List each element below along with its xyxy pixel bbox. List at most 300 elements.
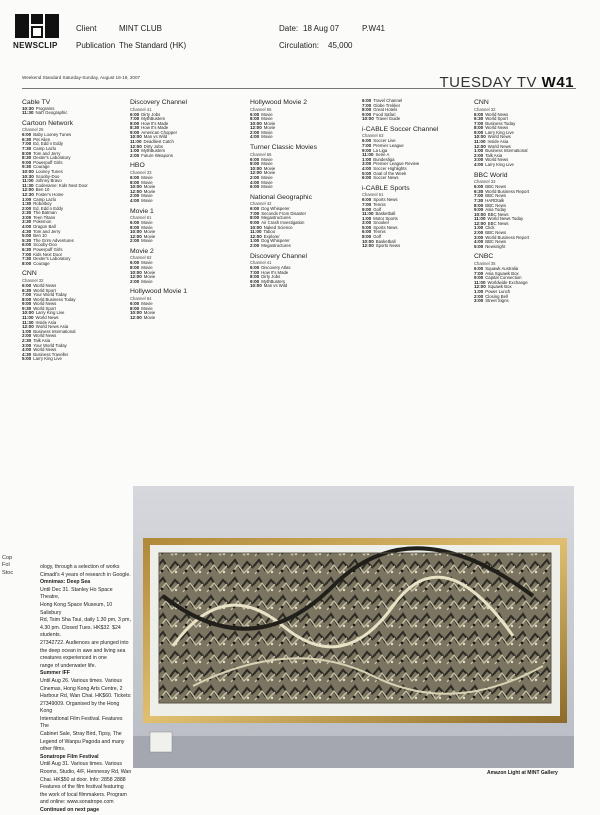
listing-time: 8:00	[250, 274, 260, 280]
listing-time: 12:00	[130, 233, 142, 239]
listing-time: 8:00	[130, 120, 140, 126]
article-line: Legend of Wanpu Pagoda and many	[40, 738, 125, 745]
listing-program: Movie	[141, 193, 153, 199]
listing-time: 6:00	[130, 174, 140, 180]
listing-time: 2:30	[22, 338, 32, 344]
listing-program: Powerpuff Girls	[33, 247, 63, 253]
listing-program: Ben 10	[33, 233, 47, 239]
listing-program: Basketball	[375, 211, 396, 217]
channel-number: Channel 25	[22, 127, 44, 133]
listing-row	[474, 299, 580, 304]
listing-program: Premier League Review	[373, 161, 420, 167]
listing-program: Deadliest Catch	[143, 139, 174, 145]
listing-program: Kids Next Door	[33, 251, 63, 257]
listing-program: Movie	[263, 120, 276, 126]
channel-name: i-CABLE Sports	[362, 184, 410, 192]
listing-row	[250, 135, 356, 140]
channel-number: Channel 32	[22, 277, 44, 283]
article-line: Until Dec 31. Stanley Ho Space Theatre,	[40, 586, 113, 601]
listing-program: BBC News	[485, 184, 506, 190]
listing-program: Soccer Highlights	[373, 166, 407, 172]
channel-block	[474, 253, 580, 303]
listing-program: Movie	[143, 184, 156, 190]
article-line: Cabinet Sale, Stray Bird, Tipsy, The	[40, 731, 122, 738]
listing-program: Inside Asia	[35, 319, 57, 325]
listing-row	[22, 262, 128, 267]
channel-name: Movie 2	[130, 247, 154, 255]
channel-block	[130, 208, 236, 244]
listing-time: 10:00	[250, 120, 262, 126]
cut-fragment: Cop	[2, 555, 13, 561]
article-line: range of underwater life.	[40, 662, 96, 669]
channel-block	[250, 253, 356, 289]
listing-program: Explorer	[263, 233, 280, 239]
channel-name: National Geographic	[250, 193, 312, 201]
channel-number: Channel 33	[474, 179, 496, 185]
listing-program: Discovery Atlas	[261, 265, 291, 271]
channel-number: Channel 62	[130, 255, 152, 261]
listing-program: World News	[35, 315, 59, 321]
listing-program: Camp Lazlo	[33, 145, 57, 151]
listing-time: 8:30	[130, 125, 140, 131]
listing-program: Dexter's Laboratory	[33, 256, 71, 262]
date-value: 18 Aug 07	[303, 24, 340, 33]
listing-time: 6:00	[130, 220, 140, 225]
article-line: 27349009. Organised by the Hong Kong	[40, 700, 120, 715]
listing-row	[130, 316, 236, 321]
listing-time: 6:00	[362, 229, 372, 235]
listing-time: 7:00	[474, 120, 484, 126]
listing-time: 6:00	[22, 242, 32, 248]
listing-time: 9:30	[22, 305, 32, 311]
listing-program: MythBusters	[141, 148, 166, 154]
listing-program: Newsnight	[485, 243, 506, 249]
listing-time: 4:00	[22, 224, 32, 230]
listing-time: 10:00	[250, 224, 262, 230]
listing-program: Movie	[261, 179, 273, 185]
listing-time: 10:00	[22, 310, 34, 316]
listing-program: Movie	[141, 278, 153, 284]
listing-program: Sports News	[373, 197, 398, 203]
listing-time: 8:00	[250, 116, 260, 122]
listing-program: Movie	[261, 111, 273, 117]
channel-block	[250, 144, 356, 190]
listing-program: Courage	[33, 164, 50, 170]
listing-time: 12:00	[22, 187, 34, 193]
listing-program: Ed, Edd n Eddy	[33, 141, 64, 147]
listing-time: 7:00	[362, 143, 372, 149]
listing-time: 11:30	[22, 319, 34, 325]
listing-time: 2:00	[22, 205, 32, 211]
listing-program: Movie	[141, 300, 153, 306]
cut-off-text	[2, 555, 13, 577]
channel-number: Channel 42	[250, 201, 272, 207]
listing-time: 5:30	[22, 237, 32, 243]
listing-time: 2:00	[130, 278, 140, 284]
listing-program: Soccer Live	[373, 138, 396, 144]
listing-time: 2:00	[250, 174, 260, 180]
listing-program: Movie	[263, 125, 276, 131]
listing-program: How It's Made	[141, 120, 169, 126]
listing-program: Travel Guide	[375, 116, 401, 122]
listing-time: 8:00	[130, 224, 140, 230]
listing-program: Tennis	[373, 229, 386, 235]
listing-time: 6:30	[22, 136, 32, 142]
listing-time: 9:00	[474, 129, 484, 135]
cut-fragment: Fol	[2, 562, 10, 569]
listing-row	[362, 176, 468, 181]
channel-block	[130, 99, 236, 158]
listing-time: 6:00	[362, 197, 372, 203]
listing-time: 9:00	[362, 206, 372, 212]
listing-time: 1:00	[22, 328, 32, 334]
listing-time: 8:00	[250, 161, 260, 167]
listing-program: Ed, Edd n Eddy	[33, 205, 64, 211]
listing-time: 7:00	[250, 210, 260, 216]
gallery-photo	[133, 486, 574, 768]
listing-program: Closing Bell	[485, 293, 508, 299]
listing-program: Courage	[33, 260, 50, 266]
listing-program: Food Safari	[373, 111, 396, 117]
channel-block	[22, 270, 128, 362]
listing-time: 8:00	[22, 260, 32, 266]
listing-program: Megastructures	[261, 215, 291, 221]
listing-time: 9:00	[22, 301, 32, 307]
listing-time: 7:00	[362, 201, 372, 207]
listing-program: BBC News	[487, 220, 509, 226]
listing-time: 9:00	[22, 159, 32, 165]
listing-time: 11:30	[22, 182, 34, 188]
listing-program: Click	[485, 225, 495, 231]
listing-time: 12:00	[130, 274, 142, 280]
listing-time: 10:00	[474, 134, 486, 140]
listing-time: 10:00	[362, 116, 374, 122]
listing-program: Talk Asia	[485, 152, 503, 158]
listing-time: 2:00	[474, 230, 484, 236]
listing-program: Movie	[143, 188, 156, 194]
listing-time: 5:00	[362, 224, 372, 230]
listing-program: Inside Asia	[487, 139, 509, 145]
listing-time: 4:00	[22, 347, 32, 353]
listing-program: World News Today	[487, 216, 524, 222]
listing-program: How It's Made	[261, 269, 289, 275]
listing-row	[22, 357, 128, 362]
listing-time: 6:00	[362, 138, 372, 144]
publication-label: Publication	[76, 41, 116, 50]
listing-program: Taboo	[263, 229, 276, 235]
listing-program: Larry King Live	[485, 162, 514, 168]
listing-program: Snooker	[373, 220, 390, 226]
listing-time: 3:00	[474, 234, 484, 240]
page-code: W41	[541, 74, 574, 91]
article-line: Harbour Rd, Wan Chai. HK$60. Tickets:	[40, 693, 132, 700]
channel-name: BBC World	[474, 171, 508, 179]
listing-program: Naked Science	[263, 224, 293, 230]
listing-time: 2:00	[250, 129, 260, 135]
channel-block	[130, 288, 236, 320]
article-line: Rooms, Studio, 4/F, Hennessy Rd, Wan	[40, 769, 132, 776]
listing-program: Dexter's Laboratory	[33, 155, 71, 161]
listing-row	[362, 117, 468, 122]
channel-name: HBO	[130, 162, 145, 170]
listing-program: World News	[485, 111, 509, 117]
listing-program: Nat'l Geographic	[35, 110, 68, 116]
listing-program: Movie	[141, 174, 153, 180]
listing-program: Camp Lazlo	[33, 196, 57, 202]
listing-program: Megastructures	[261, 242, 291, 248]
newsclip-logo-icon	[15, 14, 59, 38]
listing-row	[250, 185, 356, 190]
listing-program: Movie	[143, 310, 156, 316]
listing-program: Dirty Jobs	[261, 274, 281, 280]
page-number: P.W41	[362, 24, 385, 33]
newsclip-logo	[13, 14, 65, 50]
listing-time: 6:00	[250, 156, 260, 162]
article-line: the deep ocean in awe and living sea	[40, 647, 126, 654]
article-line: creatures experienced in one	[40, 655, 107, 662]
channel-block	[362, 99, 468, 122]
listing-program: Squawk Box	[487, 284, 512, 290]
listing-row	[250, 244, 356, 249]
listing-time: 8:30	[22, 155, 32, 161]
listing-time: 12:00	[130, 143, 142, 149]
listing-time: 8:00	[474, 202, 484, 208]
listing-time: 11:00	[474, 139, 486, 145]
listing-program: Air Crash Investigation	[261, 220, 305, 225]
listing-time: 8:00	[22, 296, 32, 302]
listing-time: 1:00	[474, 148, 484, 154]
channel-number: Channel 64	[130, 295, 152, 301]
listing-column	[362, 95, 468, 515]
listing-time: 6:00	[362, 98, 372, 103]
listing-time: 6:00	[130, 300, 140, 306]
listing-time: 6:00	[22, 132, 32, 138]
listing-time: 6:00	[130, 260, 140, 266]
listing-row	[130, 239, 236, 244]
listing-program: World Business Today	[33, 296, 76, 302]
listing-row	[130, 280, 236, 285]
listing-time: 7:30	[22, 145, 32, 151]
listing-time: 3:00	[474, 157, 484, 163]
listing-row	[474, 245, 580, 250]
listing-row	[130, 154, 236, 159]
listing-program: Scooby-Doo	[35, 173, 60, 179]
circulation-label: Circulation:	[279, 41, 320, 50]
listing-program: Tennis	[373, 201, 386, 207]
listing-program: Golf	[373, 234, 382, 240]
listing-program: Man vs Wild	[143, 134, 168, 140]
listing-time: 3:00	[474, 298, 484, 304]
channel-number: Channel 61	[362, 192, 384, 198]
article-line: Rd, Tsim Sha Tsui, daily 1.30 pm, 3 pm,	[40, 617, 131, 624]
listing-time: 12:00	[250, 233, 262, 239]
listing-program: Powerpuff Girls	[33, 159, 63, 165]
listing-program: World News Asia	[35, 324, 69, 330]
listing-program: Business International	[485, 148, 528, 154]
listing-program: Programs	[35, 105, 55, 111]
listing-row	[362, 244, 468, 249]
listing-time: 12:00	[130, 314, 142, 320]
listing-time: 7:00	[362, 102, 372, 108]
listing-program: Movie	[263, 170, 276, 176]
listing-program: Soccer News	[373, 175, 399, 181]
listing-program: Dirty Jobs	[141, 111, 161, 117]
listing-program: Larry King Live	[35, 310, 65, 316]
listing-time: 3:30	[22, 219, 32, 225]
listing-program: HARDtalk	[485, 197, 505, 203]
channel-block	[130, 248, 236, 284]
listing-time: 1:00	[362, 156, 372, 162]
listing-program: Foster's Home	[35, 191, 64, 197]
listing-program: Worldwide Exchange	[487, 279, 528, 285]
listing-program: Great Hotels	[373, 107, 398, 113]
listing-program: World Sport	[33, 287, 56, 293]
listing-program: Movie	[143, 274, 156, 280]
listing-program: Sports News	[375, 243, 401, 249]
listing-time: 5:00	[362, 170, 372, 176]
article-heading: Omnimax: Deep Sea	[40, 579, 91, 586]
article-line: the work of local filmmakers. Program	[40, 791, 127, 798]
listing-time: 2:00	[130, 193, 140, 199]
listing-time: 6:00	[362, 175, 372, 181]
channel-name: Cartoon Network	[22, 119, 73, 127]
listing-time: 6:30	[474, 188, 484, 194]
listing-time: 1:00	[474, 225, 484, 231]
listing-time: 9:00	[474, 207, 484, 213]
listing-time: 11:30	[22, 110, 34, 116]
listing-time: 8:00	[130, 305, 140, 311]
listing-program: Golf	[373, 206, 382, 212]
listing-program: Movie	[143, 269, 156, 275]
listing-time: 2:00	[250, 242, 260, 248]
listing-program: Seconds From Disaster	[261, 210, 307, 216]
listing-program: Tom and Jerry	[33, 228, 61, 234]
listing-program: Capital Connection	[485, 275, 522, 281]
listing-time: 6:00	[250, 206, 260, 212]
article-line: Until Aug 26. Various times. Various	[40, 677, 122, 684]
listing-time: 4:00	[130, 197, 140, 203]
listing-program: Future Weapons	[141, 152, 173, 158]
listing-program: Scooby-Doo	[33, 242, 57, 248]
listing-time: 8:00	[362, 234, 372, 240]
listing-program: Movie	[141, 265, 153, 271]
listing-time: 6:30	[22, 287, 32, 293]
listing-program: Sports News	[373, 224, 398, 230]
listing-time: 2:00	[22, 333, 32, 339]
listing-program: Robotboy	[33, 201, 52, 207]
listing-time: 10:00	[250, 283, 262, 289]
listing-program: Movie	[143, 229, 156, 235]
event-listings-article	[40, 564, 132, 815]
listing-time: 12:00	[474, 284, 486, 290]
listing-time: 7:00	[250, 269, 260, 275]
listing-program: Movie	[141, 179, 153, 185]
listing-time: 6:00	[22, 282, 32, 288]
listing-time: 11:00	[362, 211, 374, 217]
listing-time: 9:00	[250, 220, 260, 225]
channel-block	[474, 172, 580, 250]
listing-program: MythBusters	[141, 116, 166, 122]
listing-program: Movie	[261, 129, 273, 135]
listing-program: World News	[485, 157, 509, 163]
listing-time: 1:00	[22, 196, 32, 202]
listing-time: 8:00	[474, 125, 484, 131]
listing-time: 11:00	[22, 315, 34, 321]
listing-program: Movie	[143, 314, 156, 320]
article-line: and online: www.sonatrope.com	[40, 799, 114, 806]
listing-time: 9:00	[474, 275, 484, 281]
listing-time: 6:00	[250, 111, 260, 117]
listing-time: 7:00	[130, 116, 140, 122]
listing-program: World News	[33, 347, 57, 353]
listing-time: 6:00	[250, 265, 260, 271]
listing-time: 3:00	[362, 161, 372, 167]
header-rule	[22, 88, 576, 89]
listing-time: 12:00	[250, 170, 262, 176]
article-line: 4.30 pm. Closed Tues. HK$32. $24 students.	[40, 624, 121, 639]
listing-program: Teen Titans	[33, 214, 56, 220]
listing-program: La Liga	[373, 147, 388, 153]
publication-value: The Standard (HK)	[119, 41, 187, 50]
listing-program: Larry King Live	[485, 129, 514, 135]
listing-time: 5:00	[22, 356, 32, 362]
listing-time: 4:30	[22, 351, 32, 357]
listing-program: Basketball	[375, 238, 396, 244]
listing-program: World Business Report	[485, 188, 530, 194]
listing-program: Movie	[261, 161, 273, 167]
listing-program: Movie	[141, 197, 153, 203]
listing-time: 8:00	[250, 215, 260, 221]
photo-caption: Amazon Light at MINT Gallery	[487, 770, 558, 776]
listing-program: Business Today	[485, 120, 516, 126]
listing-time: 1:00	[130, 148, 140, 154]
listing-program: Movie	[141, 220, 153, 225]
listing-time: 10:30	[22, 173, 34, 179]
listing-program: American Chopper	[141, 129, 178, 135]
listing-program: Movie	[141, 305, 153, 311]
listing-time: 4:00	[474, 162, 484, 168]
channel-name: Hollywood Movie 2	[250, 99, 308, 106]
listing-program: MythBusters	[261, 278, 286, 284]
date-label: Date:	[279, 24, 299, 33]
listing-time: 2:00	[474, 152, 484, 158]
listing-program: BBC News	[485, 202, 506, 208]
listing-time: 7:00	[22, 292, 32, 298]
listing-time: 12:30	[22, 191, 34, 197]
listing-time: 1:00	[362, 215, 372, 221]
listing-program: Pokemon	[33, 219, 52, 225]
listing-time: 4:00	[362, 166, 372, 172]
listing-time: 12:00	[130, 188, 142, 194]
listing-time: 10:00	[130, 269, 142, 275]
listing-time: 4:00	[250, 134, 260, 140]
channel-name: CNN	[22, 270, 37, 278]
listing-time: 10:00	[362, 238, 374, 244]
listing-time: 6:00	[130, 111, 140, 117]
listing-program: World News	[487, 134, 511, 140]
listing-time: 7:30	[22, 256, 32, 262]
listing-time: 6:00	[474, 265, 484, 271]
listing-time: 4:00	[474, 239, 484, 245]
listing-program: BBC News	[485, 239, 506, 245]
article-line: Cinemas, Hong Kong Arts Centre, 2	[40, 685, 123, 692]
listing-time: 6:30	[22, 247, 32, 253]
listing-time: 11:00	[362, 152, 374, 158]
listing-program: Your World Today	[33, 342, 67, 348]
listing-program: Goal of the Week	[373, 170, 407, 176]
listing-program: BBC News	[485, 230, 506, 236]
framed-painting-image	[133, 486, 574, 768]
